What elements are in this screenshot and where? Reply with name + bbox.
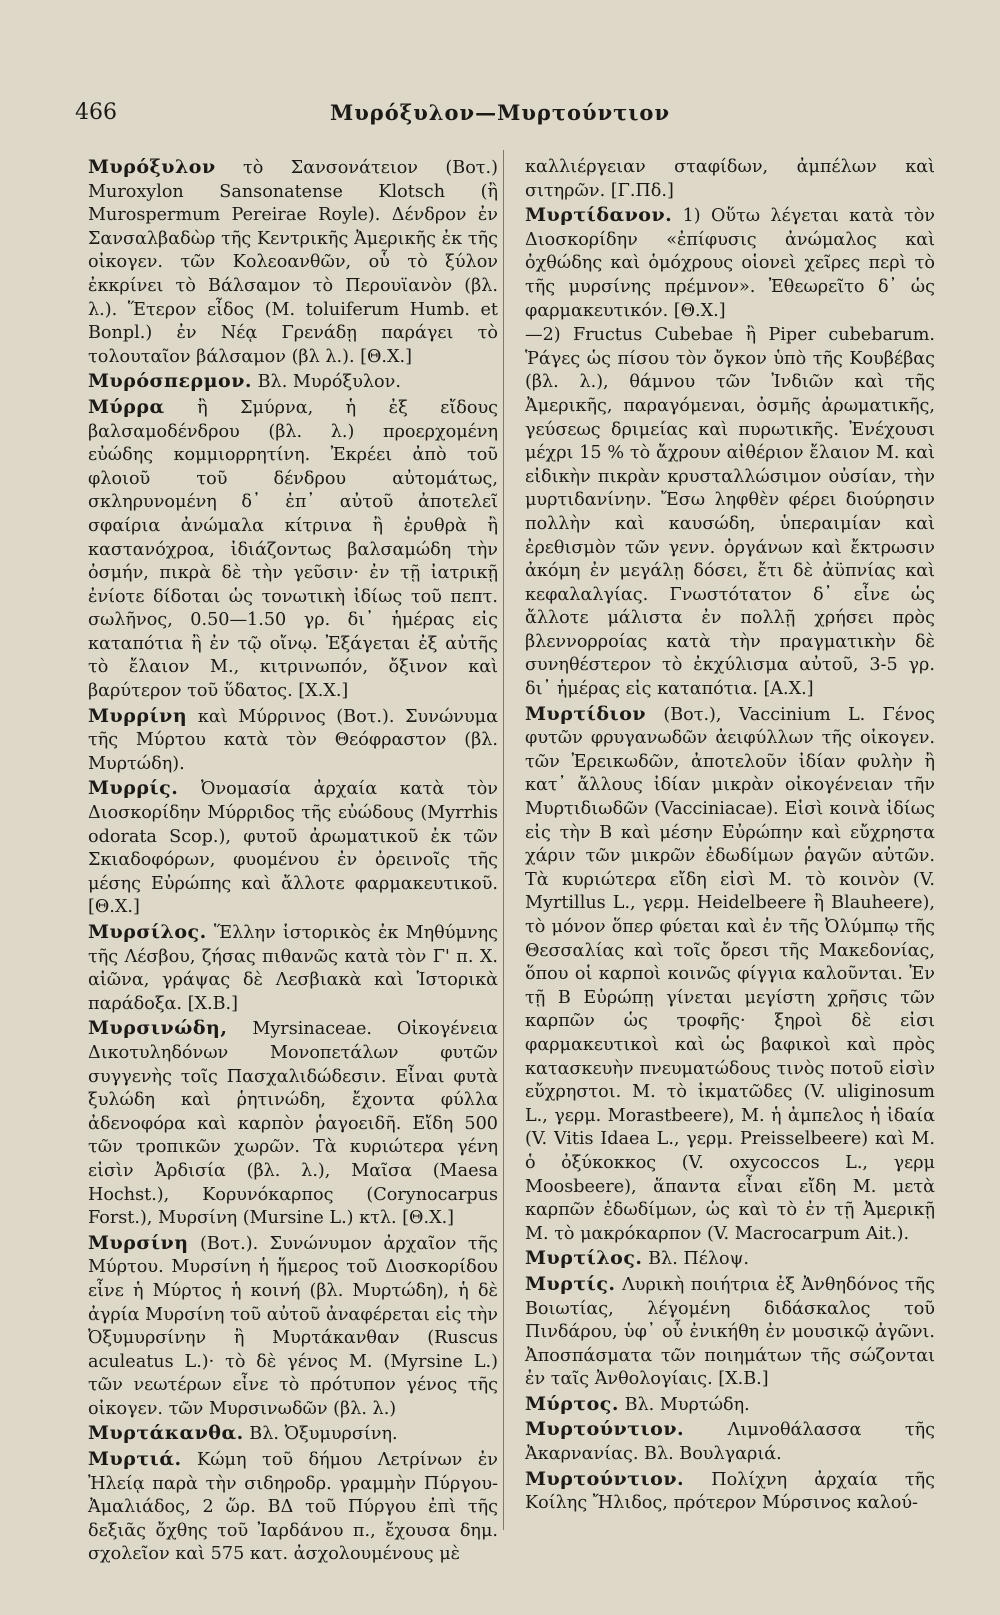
entry-headword: Μυρόξυλον — [88, 156, 216, 178]
entry-text: τὸ Σανσονάτειον (Βοτ.) Muroxylon Sansonatense Klotsch (ἢ Murospermum Pereirae Royle). Δένδρον ἐν Σανσαλβαδὼρ τῆς Κεντρικῆς Ἀμερικῆς ἐκ τῆς οἰκογεν. τῶν Κολεοανθῶν, οὗ τὸ ξύλον ἐκκρίνει τὸ Βάλσαμον τὸ Περουϊανὸν (βλ. λ.). Ἕτερον εἶδος (Μ. toluiferum Humb. et Bonpl.) ἐν Νέᾳ Γρενάδῃ παράγει τὸ τολουταῖον βάλσαμον (βλ λ.). [Θ.Χ.] — [88, 158, 498, 367]
dictionary-entry — [88, 1017, 498, 1230]
dictionary-entry — [88, 1448, 498, 1567]
entry-headword: Μυρρίνη — [88, 704, 188, 727]
entry-headword: Μυρόσπερμον. — [88, 370, 253, 393]
dictionary-entry — [88, 370, 498, 395]
dictionary-entry — [525, 156, 935, 203]
entry-headword: Μυρρίς. — [88, 777, 179, 800]
dictionary-entry — [525, 1247, 935, 1272]
dictionary-entry — [525, 324, 935, 702]
entry-text: Myrsinaceae. Οἰκογένεια Δικοτυληδόνων Μονοπετάλων φυτῶν συγγενὴς τοῖς Πασχαλιδώδεσιν. Εἶναι φυτὰ ξυλώδη καὶ ῥητινώδη, ἔχοντα φύλλα ἀδενοφόρα καὶ καρπὸν ῥαγοειδῆ. Εἴδη 500 τῶν τροπικῶν χωρῶν. Τὰ κυριώτερα γένη εἰσὶν Ἀρδισία (βλ. λ.), Μαῖσα (Maesa Hochst.), Κορυνόκαρπος (Corynocarpus Forst.), Μυρσίνη (Mursine L.) κτλ. [Θ.Χ.] — [88, 1019, 498, 1229]
entry-text: Βλ. Μυρόξυλον. — [252, 372, 401, 393]
right-column — [525, 156, 935, 1517]
dictionary-entry — [88, 705, 498, 777]
entry-headword: Μυρτίς. — [525, 1272, 616, 1295]
dictionary-entry — [88, 921, 498, 1016]
dictionary-entry — [525, 1468, 935, 1516]
entry-headword: Μυρτιά. — [88, 1448, 182, 1471]
dictionary-entry — [88, 396, 498, 704]
column-divider — [503, 150, 504, 1530]
entry-text: Λιμνοθάλασσα τῆς Ἀκαρνανίας. Βλ. Βουλγαριά. — [525, 1420, 935, 1465]
entry-headword: Μυρσίνη — [88, 1231, 189, 1254]
entry-headword: Μυρτίδανον. — [525, 204, 673, 227]
dictionary-entry — [88, 156, 498, 369]
entry-text: Ὀνομασία ἀρχαία κατὰ τὸν Διοσκορίδην Μύρριδος τῆς εὐώδους (Myrrhis odorata Scop.), φυτοῦ ἀρωματικοῦ ἐκ τῶν Σκιαδοφόρων, φυομένου ἐν ὀρεινοῖς τῆς μέσης Εὐρώπης καὶ ἄλλοτε φαρμακευτικοῦ. [Θ.Χ.] — [88, 779, 498, 918]
page-number: 466 — [75, 100, 117, 125]
entry-headword: Μυρσίλος. — [88, 921, 207, 943]
entry-text: καὶ Μύρρινος (Βοτ.). Συνώνυμα τῆς Μύρτου κατὰ τὸν Θεόφραστον (βλ. Μυρτώδη). — [88, 706, 498, 774]
entry-text: Λυρικὴ ποιήτρια ἐξ Ἀνθηδόνος τῆς Βοιωτίας, λέγομένη διδάσκαλος τοῦ Πινδάρου, ὑφ᾽ οὗ ἐνικήθη ἐν μουσικῷ ἀγῶνι. Ἀποσπάσματα τῶν ποιημάτων τῆς σώζονται ἐν ταῖς Ἀνθολογίαις. [Χ.Β.] — [525, 1274, 935, 1390]
entry-headword: Μυρτίδιον — [525, 702, 647, 725]
entry-text: Βλ. Ὀξυμυρσίνη. — [243, 1424, 398, 1445]
entry-text: (Βοτ.). Συνώνυμον ἀρχαῖον τῆς Μύρτου. Μυρσίνη ἡ ἥμερος τοῦ Διοσκορίδου εἶνε ἡ Μύρτος ἡ κοινή (βλ. Μυρτώδη), ἡ δὲ ἀγρία Μυρσίνη τοῦ αὐτοῦ ἀναφέρεται εἰς τὴν Ὀξυμυρσίνην ἢ Μυρτάκανθαν (Ruscus aculeatus L.)· τὸ δὲ γένος Μ. (Myrsine L.) τῶν νεωτέρων εἶνε τὸ πρότυπον γένος τῆς οἰκογεν. τῶν Μυρσινωδῶν (βλ. λ.) — [88, 1233, 498, 1419]
entry-text: —2) Fructus Cubebae ἢ Piper cubebarum. Ῥάγες ὡς πίσου τὸν ὄγκον ὑπὸ τῆς Κουβέβας (βλ. λ.), θάμνου τῶν Ἰνδιῶν καὶ τῆς Ἀμερικῆς, παραγόμεναι, ὀσμῆς ἀρωματικῆς, γεύσεως δριμείας καὶ πυρωτικῆς. Ἐνέχουσι μέχρι 15 % τὸ ἄχρουν αἰθέριον ἔλαιον Μ. καὶ εἰδικὴν πικρὰν κρυσταλλώσιμον οὐσίαν, τὴν μυρτιδανίνην. Ἔσω ληφθὲν φέρει διούρησιν πολλὴν καὶ καυσώδη, ὑπεραιμίαν καὶ ἐρεθισμὸν τῶν γενν. ὀργάνων καὶ ἔκτρωσιν ἀκόμη ἐν μεγάλῃ δόσει, ἔτι δὲ ἀϋπνίας καὶ κεφαλαλγίας. Γνωστότατον δ᾽ εἶνε ὡς ἄλλοτε μάλιστα ἐν πολλῇ χρήσει πρὸς βλεννορροίας κατὰ τὴν πραγματικὴν δὲ συνηθέστερον τὸ ἐκχύλισμα αὐτοῦ, 3-5 γρ. δι᾽ ἡμέρας εἰς καταπότια. [Α.Χ.] — [525, 325, 935, 700]
running-head: Μυρόξυλον—Μυρτούντιον — [329, 100, 671, 125]
dictionary-entry — [525, 1273, 935, 1392]
page-header — [75, 100, 925, 140]
entry-text: (Βοτ.), Vaccinium L. Γένος φυτῶν φρυγανωδῶν ἀειφύλλων τῆς οἰκογεν. τῶν Ἐρεικωδῶν, ἀποτελοῦν ἰδίαν φυλὴν ἢ κατ᾽ ἄλλους ἰδίαν μικρὰν οἰκογένειαν τῆν Μυρτιδιωδῶν (Vacciniacae). Εἰσὶ κοινὰ ἰδίως εἰς τὴν Β καὶ μέσην Εὐρώπην καὶ εὔχρηστα χάριν τῶν μικρῶν ἐδωδίμων ῥαγῶν αὐτῶν. Τὰ κυριώτερα εἴδη εἰσὶ Μ. τὸ κοινὸν (V. Myrtillus L., γερμ. Heidelbeere ἢ Blauheere), τὸ μόνον ὅπερ φύεται καὶ ἐν τῆς Ὀλύμπῳ τῆς Θεσσαλίας καὶ τοῖς ὄρεσι τῆς Μακεδονίας, ὅπου οἱ καρποὶ κοινῶς φίγγια καλοῦνται. Ἐν τῇ Β Εὐρώπῃ γίνεται μεγίστη χρῆσις τῶν καρπῶν ὡς τροφῆς· ξηροὶ δὲ εἰσι φαρμακευτικοὶ καὶ ὡς βαφικοὶ καὶ πρὸς κατασκευὴν πνευματώδους τινὸς ποτοῦ εἰσὶν εὔχρηστοι. Μ. τὸ ἰκματῶδες (V. uliginosum L., γερμ. Morastbeere), Μ. ἡ ἀμπελος ἡ ἰδαία (V. Vitis Idaea L., γερμ. Preisselbeere) καὶ Μ. ὁ ὀξύκοκκος (V. oxycoccos L., γερμ Moosbeere), ἅπαντα εἶναι εἴδη Μ. μετὰ καρπῶν ἐδωδίμων, ὡς καὶ τὸ ἐν τῇ Ἀμερικῇ Μ. τὸ μακρόκαρπον (V. Macrocarpum Ait.). — [525, 704, 935, 1244]
entry-headword: Μυρτούντιον. — [525, 1467, 685, 1490]
entry-headword: Μυρσινώδη, — [88, 1017, 228, 1040]
dictionary-entry — [88, 1232, 498, 1422]
entry-text: Βλ. Πέλοψ. — [642, 1249, 749, 1270]
entry-headword: Μυρτάκανθα. — [88, 1422, 244, 1445]
entry-text: καλλιέργειαν σταφίδων, ἀμπέλων καὶ σιτηρῶν. [Γ.Πδ.] — [525, 157, 935, 201]
dictionary-entry — [88, 777, 498, 920]
dictionary-entry — [525, 204, 935, 323]
entry-text: 1) Οὕτω λέγεται κατὰ τὸν Διοσκορίδην «ἐπίφυσις ἀνώμαλος καὶ ὀχθώδης καὶ ὁμόχρους οἱονεὶ χεῖρες περὶ τὸ τῆς μυρσίνης πρέμνον». Ἐθεωρεῖτο δ᾽ ὡς φαρμακευτικόν. [Θ.Χ.] — [525, 206, 935, 321]
entry-text: Κώμη τοῦ δήμου Λετρίνων ἐν Ἠλείᾳ παρὰ τὴν σιδηροδρ. γραμμὴν Πύργου-Ἀμαλιάδος, 2 ὥρ. ΒΔ τοῦ Πύργου ἐπὶ τῆς δεξιᾶς ὄχθης τοῦ Ἰαρδάνου π., ἔχουσα δημ. σχολεῖον καὶ 575 κατ. ἀσχολουμένους μὲ — [88, 1450, 498, 1565]
dictionary-entry — [525, 1393, 935, 1418]
entry-headword: Μύρτος. — [525, 1392, 619, 1415]
dictionary-entry — [525, 1418, 935, 1466]
left-column — [88, 156, 498, 1568]
dictionary-entry — [88, 1422, 498, 1447]
entry-text: ἢ Σμύρνα, ἡ ἐξ εἴδους βαλσαμοδένδρου (βλ. λ.) προερχομένη εὐώδης κομμιορρητίνη. Ἐκρέει ἀπὸ τοῦ φλοιοῦ τοῦ δένδρου αὐτομάτως, σκληρυνομένη δ᾽ ἐπ᾽ αὐτοῦ ἀποτελεῖ σφαίρια ἀνώμαλα κίτρινα ἢ ἐρυθρὰ ἢ καστανόχροα, ἰδιάζοντως βαλσαμώδη τὴν ὀσμήν, πικρὰ δὲ τὴν γεῦσιν· ἐν τῇ ἰατρικῇ ἐνίοτε δίδοται ὡς τονωτικὴ ἰδίως τοῦ πεπτ. σωλῆνος, 0.50—1.50 γρ. δι᾽ ἡμέρας εἰς καταπότια ἢ ἐν τῷ οἴνῳ. Ἐξάγεται ἐξ αὐτῆς τὸ ἔλαιον Μ., κιτρινωπόν, ὄξινον καὶ βαρύτερον τοῦ ὕδατος. [Χ.Χ.] — [88, 397, 498, 702]
entry-text: Βλ. Μυρτώδη. — [619, 1394, 750, 1415]
entry-headword: Μυρτούντιον. — [525, 1418, 685, 1441]
entry-headword: Μυρτίλος. — [525, 1247, 643, 1270]
entry-text: Ἕλλην ἱστορικὸς ἐκ Μηθύμνης τῆς Λέσβου, ζήσας πιθανῶς κατὰ τὸν Γ' π. Χ. αἰῶνα, γράψας δὲ Λεσβιακὰ καὶ Ἱστορικὰ παράδοξα. [Χ.Β.] — [88, 923, 498, 1014]
entry-headword: Μύρρα — [88, 395, 165, 418]
dictionary-entry — [525, 703, 935, 1247]
entry-text: Πολίχνη ἀρχαία τῆς Κοίλης Ἤλιδος, πρότερον Μύρσινος καλού- — [525, 1469, 935, 1514]
